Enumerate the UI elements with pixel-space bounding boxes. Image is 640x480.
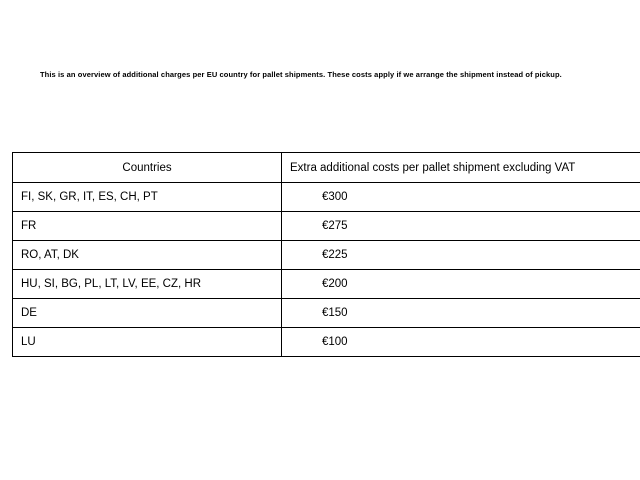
cell-cost: €200: [282, 270, 640, 299]
table-row: [13, 270, 640, 299]
table-header-row: [13, 153, 640, 183]
table-row: [13, 183, 640, 212]
table-row: [13, 299, 640, 328]
table-header: [13, 153, 640, 183]
cell-countries: DE: [13, 299, 282, 328]
charges-table: [12, 152, 640, 357]
table-row: [13, 241, 640, 270]
table-row: [13, 328, 640, 357]
table-row: [13, 212, 640, 241]
cell-countries: LU: [13, 328, 282, 357]
column-header-countries: Countries: [13, 153, 282, 183]
cell-cost: €150: [282, 299, 640, 328]
cell-cost: €275: [282, 212, 640, 241]
table-body: [13, 183, 640, 357]
cell-cost: €100: [282, 328, 640, 357]
cell-countries: FR: [13, 212, 282, 241]
column-header-costs: Extra additional costs per pallet shipment excluding VAT: [282, 153, 640, 183]
intro-paragraph: This is an overview of additional charges per EU country for pallet shipments. These costs apply if we arrange the shipment instead of pickup.: [40, 69, 562, 79]
cell-cost: €300: [282, 183, 640, 212]
charges-table-container: [12, 152, 628, 357]
cell-countries: FI, SK, GR, IT, ES, CH, PT: [13, 183, 282, 212]
cell-countries: HU, SI, BG, PL, LT, LV, EE, CZ, HR: [13, 270, 282, 299]
cell-countries: RO, AT, DK: [13, 241, 282, 270]
cell-cost: €225: [282, 241, 640, 270]
